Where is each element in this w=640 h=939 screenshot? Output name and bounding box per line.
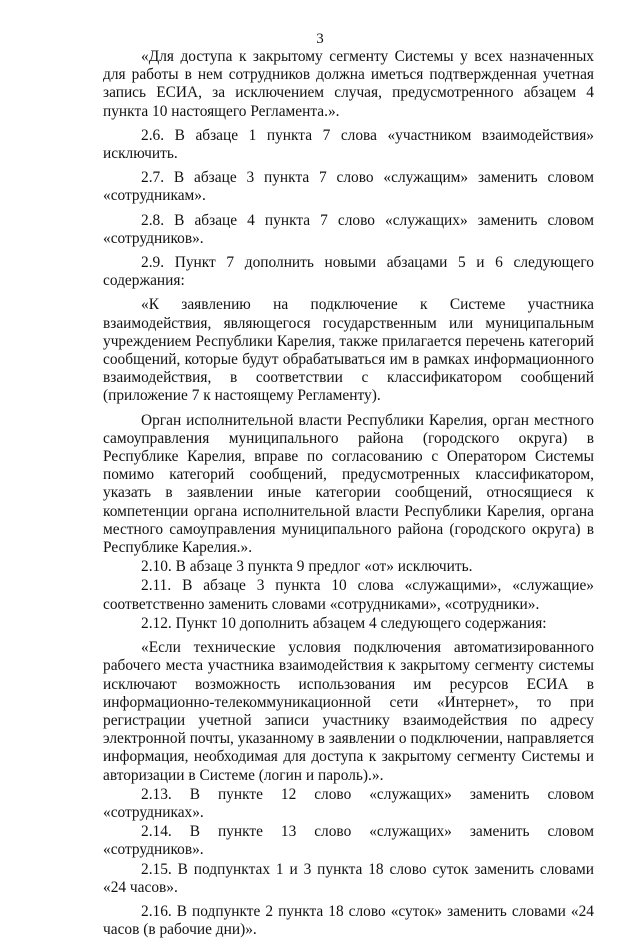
paragraph-executive-authority: Орган исполнительной власти Республики Карелия, орган местного самоуправления муниципального района (городского округа) в Республике Карелия, вправе по согласованию с Оператором Системы помимо категорий сообщений, предусмотренных классификатором, указать в заявлении иные категории сообщений, относящиеся к компетенции органа исполнительной власти Республики Карелия, органа местного самоуправления муниципального района (городского округа) в Республике Карелия.». (103, 411, 594, 557)
paragraph-2-13: 2.13. В пункте 12 слово «служащих» заменить словом «сотрудниках». (103, 785, 594, 821)
paragraph-2-15: 2.15. В подпунктах 1 и 3 пункта 18 слово суток заменить словами «24 часов». (103, 860, 594, 896)
paragraph-2-6: 2.6. В абзаце 1 пункта 7 слова «участником взаимодействия» исключить. (103, 126, 594, 163)
paragraph-quote-technical-conditions: «Если технические условия подключения автоматизированного рабочего места участника взаимодействия к закрытому сегменту системы исключают возможность использования им ресурсов ЕСИА в информационно-телекоммуникационной сети «Интернет», то при регистрации учетной записи участнику взаимодействия по адресу электронной почты, указанному в заявлении о подключении, направляется информация, необходимая для доступа к закрытому сегменту Системы и авторизации в Системе (логин и пароль).». (103, 639, 594, 784)
page-number: 3 (316, 31, 324, 47)
paragraph-2-8: 2.8. В абзаце 4 пункта 7 слово «служащих» заменить словом «сотрудников». (103, 211, 594, 247)
paragraph-2-11: 2.11. В абзаце 3 пункта 10 слова «служащими», «служащие» соответственно заменить словами «сотрудниками», «сотрудники». (103, 577, 594, 613)
paragraph-2-16: 2.16. В подпункте 2 пункта 18 слово «суток» заменить словами «24 часов (в рабочие дни)». (103, 902, 594, 939)
paragraph-quote-access-requirement: «Для доступа к закрытому сегменту Системы у всех назначенных для работы в нем сотрудников должна иметься подтвержденная учетная запись ЕСИА, за исключением случая, предусмотренного абзацем 4 пункта 10 настоящего Регламента.». (103, 48, 594, 120)
paragraph-2-9: 2.9. Пункт 7 дополнить новыми абзацами 5 и 6 следующего содержания: (103, 254, 594, 290)
paragraph-2-14: 2.14. В пункте 13 слово «служащих» заменить словом «сотрудников». (103, 823, 594, 859)
document-body (103, 48, 594, 939)
paragraph-2-7: 2.7. В абзаце 3 пункта 7 слово «служащим» заменить словом «сотрудникам». (103, 169, 594, 205)
paragraph-2-10: 2.10. В абзаце 3 пункта 9 предлог «от» исключить. (141, 558, 473, 576)
paragraph-2-12: 2.12. Пункт 10 дополнить абзацем 4 следующего содержания: (141, 614, 547, 632)
paragraph-quote-application-list: «К заявлению на подключение к Системе участника взаимодействия, являющегося государственным или муниципальным учреждением Республики Карелия, также прилагается перечень категорий сообщений, которые будут обрабатываться им в рамках информационного взаимодействия, в соответствии с классификатором сообщений (приложение 7 к настоящему Регламенту). (103, 296, 594, 405)
